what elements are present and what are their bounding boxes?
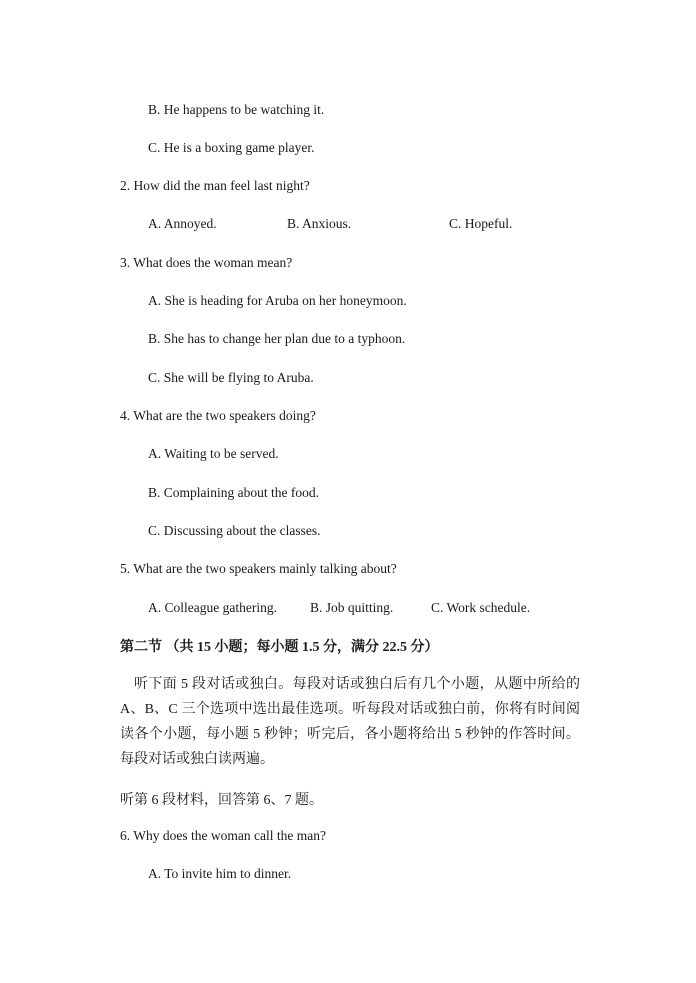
q3-option-c: C. She will be flying to Aruba. — [148, 370, 314, 385]
question-3: 3. What does the woman mean? — [120, 255, 293, 270]
question-5: 5. What are the two speakers mainly talking about? — [120, 561, 397, 576]
section-2-instructions: 听下面 5 段对话或独白。每段对话或独白后有几个小题，从题中所给的 A、B、C 三个选项中选出最佳选项。听每段对话或独白前，你将有时间阅读各个小题，每小题 5 秒钟；听完后，各小题将给出 5 秒钟的作答时间。每段对话或独白读两遍。 — [120, 677, 580, 767]
q5-option-c: C. Work schedule. — [431, 600, 531, 615]
question-4: 4. What are the two speakers doing? — [120, 408, 316, 423]
question-2: 2. How did the man feel last night? — [120, 178, 310, 193]
q2-option-b: B. Anxious. — [287, 216, 352, 231]
q5-option-b: B. Job quitting. — [310, 600, 394, 615]
q5-option-a: A. Colleague gathering. — [148, 600, 277, 615]
q4-option-a: A. Waiting to be served. — [148, 446, 279, 461]
q1-option-b: B. He happens to be watching it. — [148, 102, 325, 117]
question-6: 6. Why does the woman call the man? — [120, 828, 326, 843]
q3-option-b: B. She has to change her plan due to a typhoon. — [148, 331, 406, 346]
q6-option-a: A. To invite him to dinner. — [148, 866, 292, 881]
material-6-note: 听第 6 段材料，回答第 6、7 题。 — [120, 793, 323, 808]
q4-option-c: C. Discussing about the classes. — [148, 523, 321, 538]
q4-option-b: B. Complaining about the food. — [148, 485, 319, 500]
q2-option-a: A. Annoyed. — [148, 216, 217, 231]
section-2-heading: 第二节 （共 15 小题；每小题 1.5 分，满分 22.5 分） — [120, 640, 439, 655]
q2-option-c: C. Hopeful. — [449, 216, 513, 231]
q3-option-a: A. She is heading for Aruba on her honeymoon. — [148, 293, 407, 308]
q1-option-c: C. He is a boxing game player. — [148, 140, 315, 155]
q2-options-row — [0, 215, 696, 233]
q5-options-row — [0, 599, 696, 617]
